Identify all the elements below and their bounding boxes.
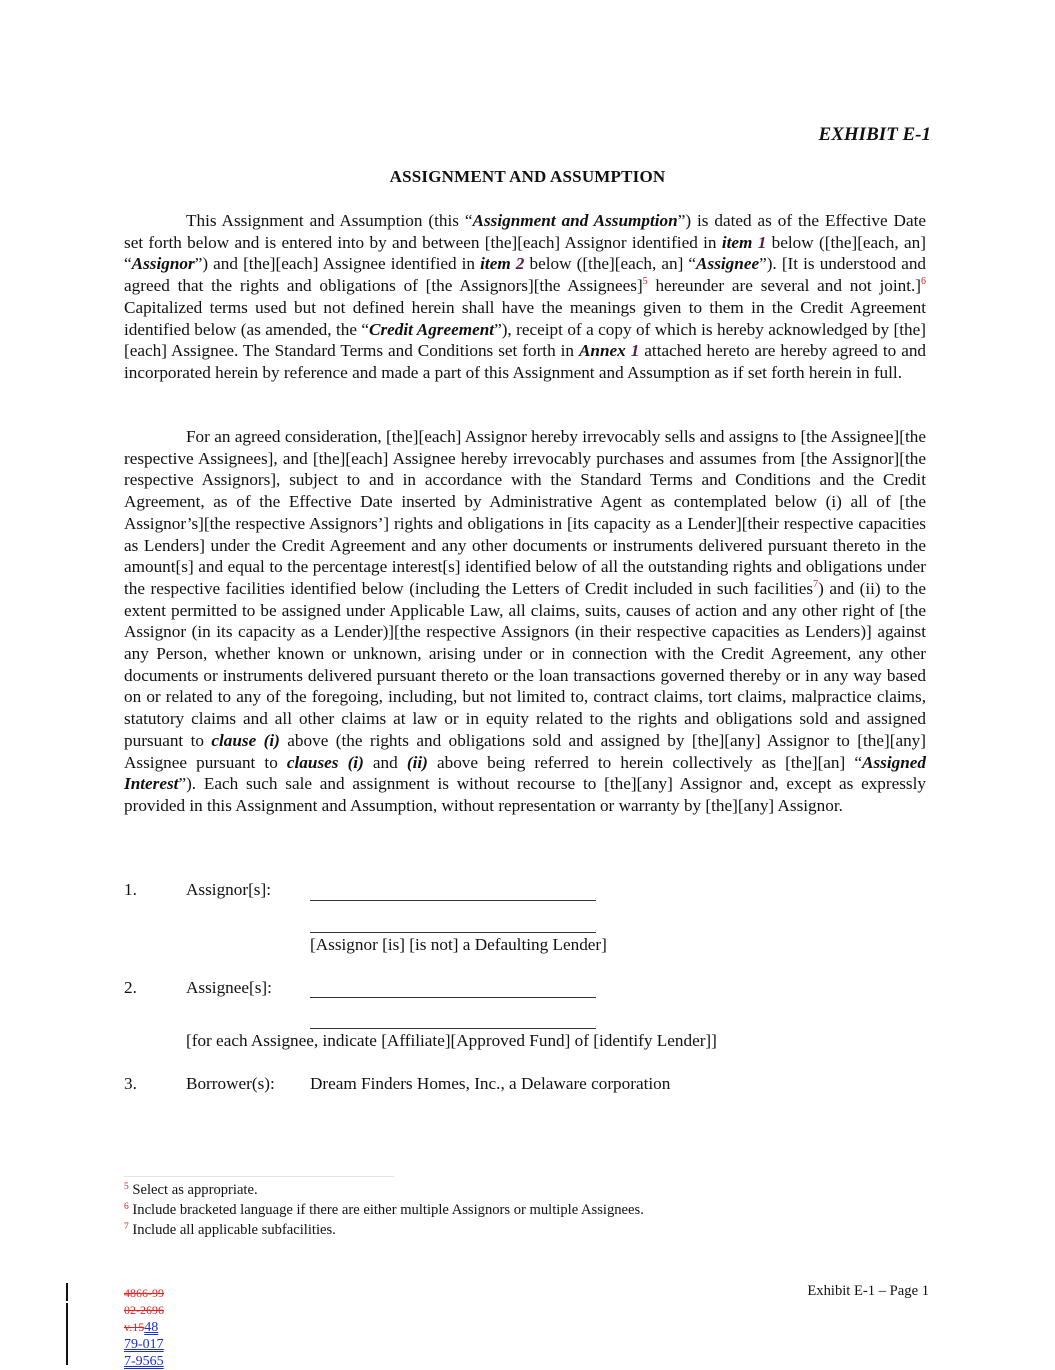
inserted-text: 7-9565 xyxy=(124,1354,164,1369)
item-number: 1. xyxy=(124,880,137,899)
footnote-5: $^5$ Select as appropriate. xyxy=(124,1182,258,1198)
document-title: ASSIGNMENT AND ASSUMPTION xyxy=(389,167,666,186)
text: and xyxy=(363,752,407,772)
text: below ([the][each, an] “ xyxy=(124,232,926,274)
inserted-text: 79-017 xyxy=(124,1337,164,1352)
footnotes xyxy=(124,1180,644,1241)
borrower-value: Dream Finders Homes, Inc., a Delaware corporation xyxy=(310,1074,671,1093)
defined-term-assignee: Assignee xyxy=(696,254,760,274)
footnote-ref-5[interactable]: 5 xyxy=(642,276,648,288)
text: below ([the][each, an] “ xyxy=(524,254,697,274)
exhibit-label: EXHIBIT E-1 xyxy=(818,124,931,145)
text: ”) is dated as of the Effective Date set forth below and is entered into by and between [the][each] Assignor identified in xyxy=(124,211,926,252)
annex-reference: Annex 1 xyxy=(578,341,640,361)
footnote-ref-7[interactable]: 7 xyxy=(813,578,819,590)
deleted-text: 02-2696 xyxy=(124,1303,164,1317)
text: above being referred to herein collectively as [the][an] “ xyxy=(427,752,862,772)
text: ”) and [the][each] Assignee identified in xyxy=(194,254,481,274)
change-bar xyxy=(66,1283,68,1301)
item-label: Assignee[s]: xyxy=(186,978,272,997)
item-number: 2. xyxy=(124,978,137,997)
clause-reference: clause (i) xyxy=(211,730,280,750)
footnote-ref-6[interactable]: 6 xyxy=(921,276,926,288)
footnote-separator xyxy=(124,1176,394,1177)
deleted-text: 4866-99 xyxy=(124,1286,164,1300)
intro-paragraph xyxy=(124,210,926,384)
footnote-6: $^6$ Include bracketed language if there are either multiple Assignors or multiple Assignees. xyxy=(124,1202,644,1219)
assignor-name-blank-1[interactable] xyxy=(310,900,596,901)
defined-term-credit-agreement: Credit Agreement xyxy=(369,319,495,339)
text: ”). [It is understood and agreed that the rights and obligations of [the Assignors][the Assignees] xyxy=(124,254,927,296)
change-bar xyxy=(66,1303,68,1365)
assignor-name-blank-2[interactable] xyxy=(310,932,596,933)
deleted-text: v.15 xyxy=(124,1320,145,1334)
text: ) and (ii) to the extent permitted to be assigned under Applicable Law, all claims, suits, causes of action and any other right of [the Assignor (in its capacity as a Lender)][the respective Assignors (in their respective capacities as Lenders)] against any Person, whether known or unknown, arising under or in connection with the Credit Agreement, any other documents or instruments delivered pursuant thereto or the loan transactions governed thereby or in any way based on or related to any of the foregoing, including, but not limited to, contract claims, tort claims, malpractice claims, statutory claims and all other claims at law or in equity related to the rights and obligations sold and assigned pursuant to xyxy=(124,578,927,750)
text: attached hereto are hereby agreed to and incorporated herein by reference and made a part of this Assignment and Assumption as if set forth herein in full. xyxy=(124,341,927,382)
text: ”), receipt of a copy of which is hereby acknowledged by [the][each] Assignee. The Standard Terms and Conditions set forth in xyxy=(124,319,927,361)
defined-term-assignment-and-assumption: Assignment and Assumption xyxy=(472,211,678,230)
text: Capitalized terms used but not defined herein shall have the meanings given to them in the Credit Agreement identified below (as amended, the “ xyxy=(124,297,926,339)
text: ”). Each such sale and assignment is without recourse to [the][any] Assignor and, except as expressly provided in this Assignment and Assumption, without representation or warranty by [the][any] Assignor. xyxy=(124,774,926,815)
inserted-text: 48 xyxy=(144,1320,159,1335)
clause-reference: clauses (i) xyxy=(286,752,364,772)
defined-term-assignor: Assignor xyxy=(131,254,195,274)
item-reference: item 1 xyxy=(721,232,767,252)
footnote-7: $^7$ Include all applicable subfacilities. xyxy=(124,1222,336,1239)
item-label: Assignor[s]: xyxy=(186,880,271,899)
defined-term-assigned-interest: Assigned Interest xyxy=(124,752,926,794)
text: hereunder are several and not joint.] xyxy=(647,276,921,296)
clause-reference: (ii) xyxy=(406,752,428,772)
assignment-paragraph xyxy=(124,426,926,817)
text: above (the rights and obligations sold and assigned by [the][any] Assignor to [the][any] Assignee pursuant to xyxy=(124,730,926,772)
page-number-label: Exhibit E-1 – Page 1 xyxy=(807,1283,929,1299)
item-reference: item 2 xyxy=(480,254,525,274)
assignee-note: [for each Assignee, indicate [Affiliate][Approved Fund] of [identify Lender]] xyxy=(186,1031,717,1050)
assignor-note: [Assignor [is] [is not] a Defaulting Lender] xyxy=(310,935,607,954)
item-number: 3. xyxy=(124,1074,137,1093)
text: This Assignment and Assumption (this “ xyxy=(186,211,473,230)
text: For an agreed consideration, [the][each] Assignor hereby irrevocably sells and assigns to [the Assignee][the respective Assignees], and [the][each] Assignee hereby irrevocably purchases and assumes from [the Assignor][the respective Assignors], subject to and in accordance with the Standard Terms and Conditions and the Credit Agreement, as of the Effective Date inserted by Administrative Agent as contemplated below (i) all of [the Assignor’s][the respective Assignors’] rights and obligations in [its capacity as a Lender][their respective capacities as Lenders] under the Credit Agreement and any other documents or instruments delivered pursuant thereto in the amount[s] and equal to the percentage interest[s] identified below of all the outstanding rights and obligations under the respective facilities identified below (including the Letters of Credit included in such facilities xyxy=(124,427,926,598)
assignee-name-blank-2[interactable] xyxy=(310,1028,596,1029)
document-id xyxy=(124,1285,164,1370)
item-label: Borrower(s): xyxy=(186,1074,275,1093)
assignee-name-blank-1[interactable] xyxy=(310,997,596,998)
